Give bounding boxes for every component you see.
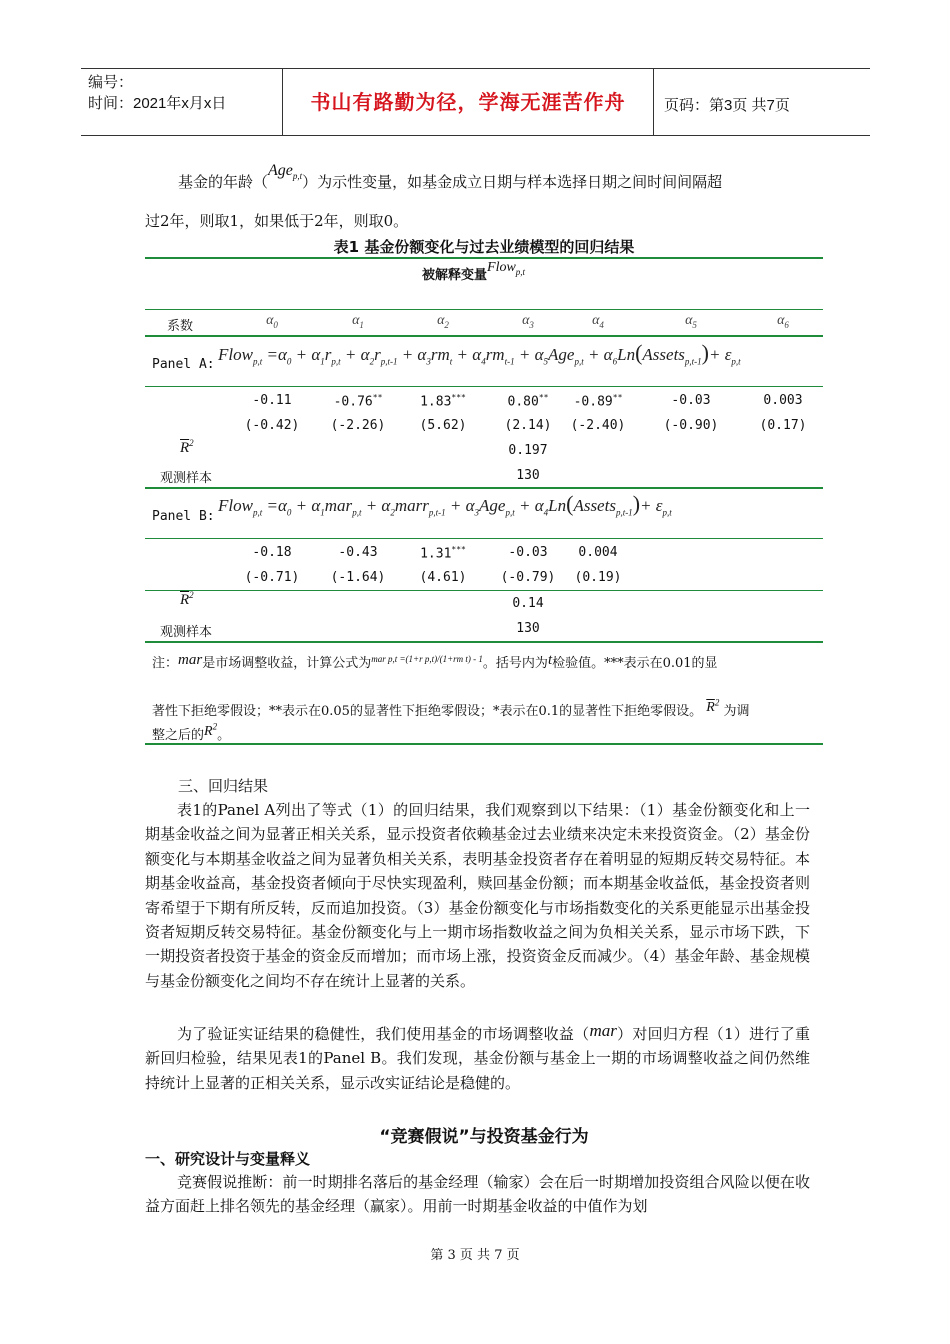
panel-a-coef-5: -0.03 — [671, 393, 711, 408]
panel-b-tstat-4: (0.19) — [574, 570, 622, 585]
panel-b-n-label: 观测样本 — [160, 625, 213, 640]
panel-b-tstat-2: (4.61) — [419, 570, 467, 585]
section-heading: 三、回归结果 — [178, 777, 269, 795]
table-rule — [145, 538, 823, 539]
section-title: “竞赛假说”与投资基金行为 — [379, 1127, 589, 1147]
panel-a-formula: Flow$_{p,t}$ $=\alpha_0 + \alpha_1r_{p,t} + \alpha_2r_{p,t-1} + \alpha_3rm_t + \alpha_4rm_{t-1} + \alpha_5Age_{p,t}$ + $\alpha_6Ln(Assets_{p,t-1})+ \varepsilon_{p,t}$ — [218, 340, 741, 367]
table-rule — [145, 335, 823, 337]
table-rule — [145, 309, 823, 310]
panel-b-tstat-1: (-1.64) — [330, 570, 386, 585]
alpha-header-4: $\alpha_4$ — [592, 313, 604, 330]
table-note-line-1: 注：mar是市场调整收益，计算公式为$^{mar p,t =(1+r p,t)/(1+rm t) - 1}$。括号内为t检验值。***表示在0.01的显 — [152, 652, 718, 671]
panel-a-coef-3: 0.80** — [507, 393, 549, 410]
panel-a-coef-0: -0.11 — [252, 393, 292, 408]
header-motto: 书山有路勤为径，学海无涯苦作舟 — [310, 90, 626, 114]
robustness-paragraph: 为了验证实证结果的稳健性，我们使用基金的市场调整收益（mar）对回归方程（1）进行了重新回归检验，结果见表1的Panel B。我们发现，基金份额与基金上一期的市场调整收益之间仍然维持统计上显著的正相关关系，显示改实证结论是稳健的。 — [145, 1021, 810, 1092]
header-top-rule — [81, 68, 870, 69]
results-paragraph: 表1的Panel A列出了等式（1）的回归结果，我们观察到以下结果：（1）基金份额变化和上一期基金收益之间为显著正相关关系，显示投资者依赖基金过去业绩来决定未来投资资金。（2）基金份额变化与本期基金收益之间为显著负相关关系，表明基金投资者存在着明显的短期反转交易特征。本期基金收益高，基金投资者倾向于尽快实现盈利，赎回基金份额；而本期基金收益低，基金投资者则寄希望于下期有所反转，反而追加投资。（3）基金份额变化与市场指数变化的关系更能显示出基金投资者短期反转交易特征。基金份额变化与上一期市场指数收益之间为负相关关系，显示市场下跌，下一期投资者投资于基金的资金反而增加；而市场上涨，投资资金反而减少。（4）基金年龄、基金规模与基金份额变化之间均不存在统计上显著的关系。 — [145, 801, 810, 990]
panel-b-r2-value: 0.14 — [512, 596, 544, 611]
panel-a-n-label: 观测样本 — [160, 471, 213, 486]
panel-a-tstat-1: (-2.26) — [330, 418, 386, 433]
coef-header: 系数 — [167, 319, 194, 334]
table-note-line-3: 整之后的$R^2$。 — [152, 721, 231, 743]
panel-a-label: Panel A: — [152, 357, 215, 372]
panel-b-n-value: 130 — [516, 621, 540, 636]
page-indicator: 页码：第3页 共7页 — [664, 97, 790, 114]
table-rule — [145, 641, 823, 643]
header-divider — [653, 68, 654, 135]
header-bottom-rule — [81, 135, 870, 136]
header-divider — [282, 68, 283, 135]
table-bottom-rule — [145, 743, 823, 745]
doc-date: 时间：2021年x月x日 — [88, 95, 227, 112]
age-variable: Age$_{p,t}$ — [268, 162, 303, 182]
table-rule — [145, 386, 823, 387]
panel-a-tstat-5: (-0.90) — [663, 418, 719, 433]
alpha-header-5: $\alpha_5$ — [685, 313, 697, 330]
panel-a-coef-2: 1.83*** — [420, 393, 466, 410]
panel-a-tstat-4: (-2.40) — [570, 418, 626, 433]
intro-line-1 — [178, 162, 723, 200]
flow-variable: Flow$_{p,t}$ — [487, 260, 526, 277]
panel-a-tstat-0: (-0.42) — [244, 418, 300, 433]
page-footer: 第 3 页 共 7 页 — [430, 1248, 520, 1263]
alpha-header-6: $\alpha_6$ — [777, 313, 789, 330]
panel-b-tstat-0: (-0.71) — [244, 570, 300, 585]
alpha-header-1: $\alpha_1$ — [352, 313, 364, 330]
panel-a-coef-1: -0.76** — [333, 393, 383, 410]
panel-a-tstat-3: (2.14) — [504, 418, 552, 433]
panel-b-coef-3: -0.03 — [508, 545, 548, 560]
intro-line-2: 过2年，则取1，如果低于2年，则取0。 — [145, 212, 409, 230]
panel-a-r2-label: $\overline{R}^2$ — [180, 438, 194, 456]
panel-a-tstat-6: (0.17) — [759, 418, 807, 433]
panel-b-tstat-3: (-0.79) — [500, 570, 556, 585]
intro-suffix: ）为示性变量，如基金成立日期与样本选择日期之间时间间隔超 — [302, 173, 723, 191]
panel-b-r2-label: $\overline{R}^2$ — [180, 590, 194, 608]
subsection-heading: 一、研究设计与变量释义 — [145, 1150, 311, 1168]
panel-a-n-value: 130 — [516, 468, 540, 483]
table-top-rule — [145, 257, 823, 259]
panel-a-coef-4: -0.89** — [573, 393, 623, 410]
panel-a-tstat-2: (5.62) — [419, 418, 467, 433]
table-rule — [145, 487, 823, 489]
alpha-header-3: $\alpha_3$ — [522, 313, 534, 330]
panel-b-coef-1: -0.43 — [338, 545, 378, 560]
contest-hypothesis-paragraph: 竞赛假说推断：前一时期排名落后的基金经理（输家）会在后一时期增加投资组合风险以便在收益方面赶上排名领先的基金经理（赢家）。用前一时期基金收益的中值作为划 — [145, 1173, 810, 1216]
table-note-line-2: 著性下拒绝零假设；**表示在0.05的显著性下拒绝零假设；*表示在0.1的显著性下拒绝零假设。 $\overline{R}^2$ 为调 — [152, 697, 750, 719]
mar-formula: mar p,t =(1+r p,t)/(1+rm t) - 1 — [371, 654, 483, 664]
panel-a-coef-6: 0.003 — [763, 393, 803, 408]
panel-b-coef-2: 1.31*** — [420, 545, 466, 562]
dependent-variable-label: 被解释变量Flow$_{p,t}$ — [422, 260, 526, 283]
table-title: 表1 基金份额变化与过去业绩模型的回归结果 — [333, 238, 635, 256]
panel-b-coef-4: 0.004 — [578, 545, 618, 560]
table-rule — [145, 590, 823, 591]
alpha-header-2: $\alpha_2$ — [437, 313, 449, 330]
panel-b-coef-0: -0.18 — [252, 545, 292, 560]
intro-prefix: 基金的年龄（ — [178, 173, 269, 191]
panel-b-formula: Flow$_{p,t}$ $=\alpha_0 + \alpha_1mar_{p,t}$ + $\alpha_2marr_{p,t-1} + \alpha_3Age_{p,t}$ + $\alpha_4Ln(Assets_{p,t-1})+ \varepsilon_{p,t}$ — [218, 491, 672, 518]
panel-b-label: Panel B: — [152, 509, 215, 524]
doc-number-label: 编号： — [88, 74, 134, 91]
panel-a-r2-value: 0.197 — [508, 443, 548, 458]
alpha-header-0: $\alpha_0$ — [266, 313, 278, 330]
